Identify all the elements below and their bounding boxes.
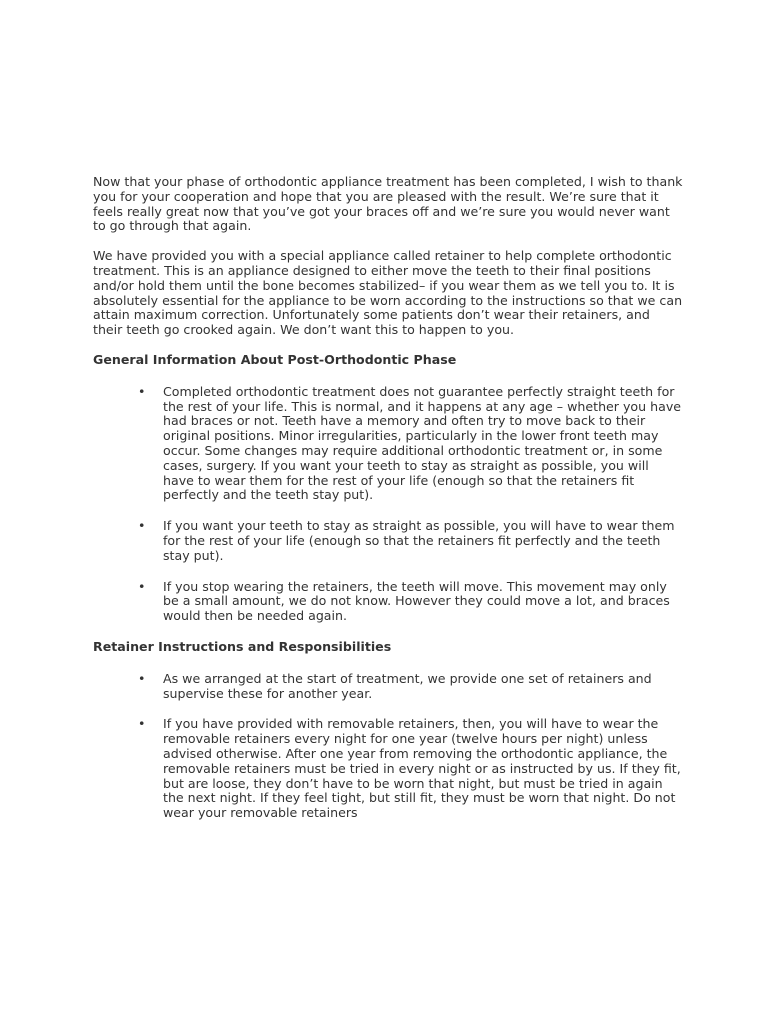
list-item bbox=[93, 385, 683, 503]
list-item bbox=[93, 580, 683, 624]
intro-paragraph: We have provided you with a special appliance called retainer to help complete orthodontic treatment. This is an appliance designed to either move the teeth to their final positions and/or hold them until the bone becomes stabilized– if you wear them as we tell you to. It is absolutely essential for the appliance to be worn according to the instructions so that we can attain maximum correction. Unfortunately some patients don’t wear their retainers, and their teeth go crooked again. We don’t want this to happen to you. bbox=[93, 248, 683, 338]
section-heading-retainer-instructions: Retainer Instructions and Responsibilities bbox=[93, 638, 392, 654]
bullet-icon: • bbox=[138, 716, 146, 732]
list-item-text: As we arranged at the start of treatment, we provide one set of retainers and supervise these for another year. bbox=[163, 670, 652, 701]
intro-paragraph: Now that your phase of orthodontic appliance treatment has been completed, I wish to thank you for your cooperation and hope that you are pleased with the result. We’re sure that it feels really great now that you’ve got your braces off and we’re sure you would never want to go through that again. bbox=[93, 174, 683, 234]
post-orthodontic-bullet-list bbox=[93, 385, 683, 624]
list-item-text: If you want your teeth to stay as straight as possible, you will have to wear them for the rest of your life (enough so that the retainers fit perfectly and the teeth stay put). bbox=[163, 518, 675, 563]
list-item-text: If you stop wearing the retainers, the teeth will move. This movement may only be a small amount, we do not know. However they could move a lot, and braces would then be needed again. bbox=[163, 578, 670, 624]
list-item bbox=[93, 519, 683, 563]
section-heading-post-orthodontic: General Information About Post-Orthodontic Phase bbox=[93, 351, 457, 367]
list-item-text: Completed orthodontic treatment does not guarantee perfectly straight teeth for the rest of your life. This is normal, and it happens at any age – whether you have had braces or not. Teeth have a memory and often try to move back to their original positions. Minor irregularities, particularly in the lower front teeth may occur. Some changes may require additional orthodontic treatment or, in some cases, surgery. If you want your teeth to stay as straight as possible, you will have to wear them for the rest of your life (enough so that the retainers fit perfectly and the teeth stay put). bbox=[163, 383, 682, 503]
bullet-icon: • bbox=[138, 383, 146, 399]
document-page bbox=[93, 175, 683, 837]
list-item bbox=[93, 717, 683, 821]
retainer-bullet-list bbox=[93, 672, 683, 821]
list-item-text: If you have provided with removable retainers, then, you will have to wear the removable retainers every night for one year (twelve hours per night) unless advised otherwise. After one year from removing the orthodontic appliance, the removable retainers must be tried in every night or as instructed by us. If they fit, but are loose, they don’t have to be worn that night, but must be tried in again the next night. If they feel tight, but still fit, they must be worn that night. Do not wear your removable retainers bbox=[163, 716, 681, 821]
bullet-icon: • bbox=[138, 670, 146, 686]
list-item bbox=[93, 672, 683, 702]
bullet-icon: • bbox=[138, 578, 146, 594]
bullet-icon: • bbox=[138, 518, 146, 534]
